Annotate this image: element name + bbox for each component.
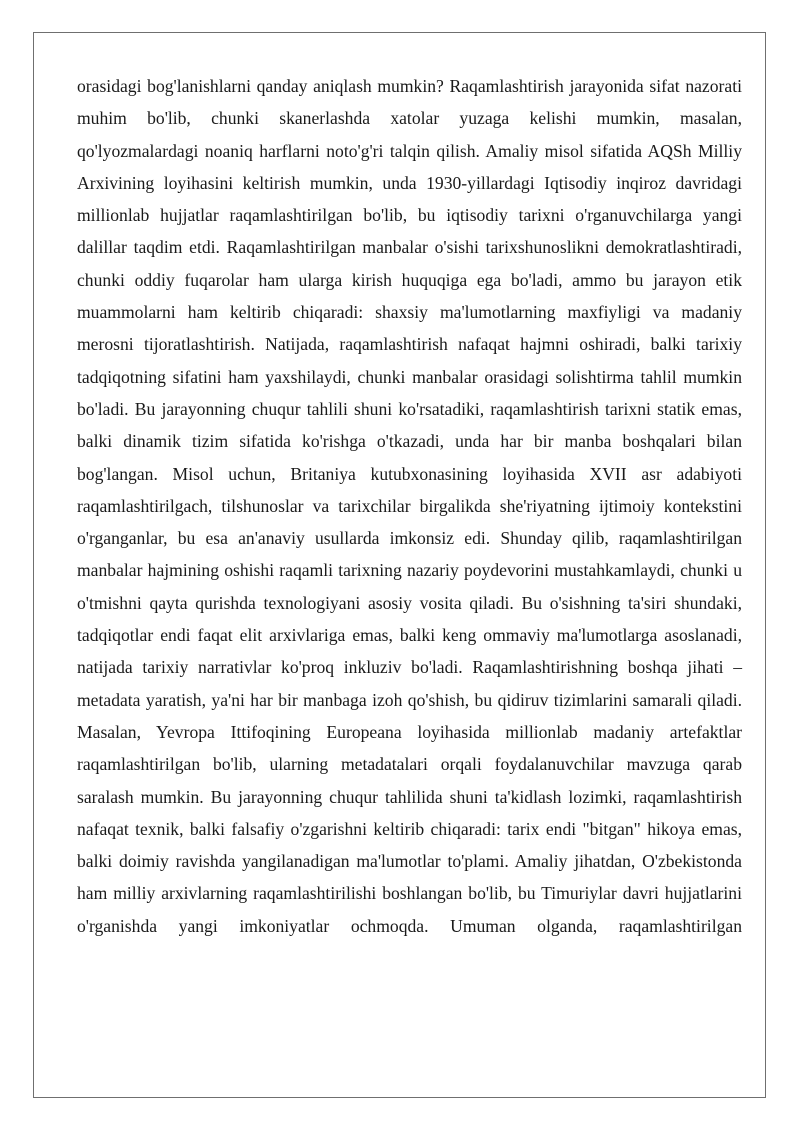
body-paragraph: orasidagi bog'lanishlarni qanday aniqlash mumkin? Raqamlashtirish jarayonida sifat nazorati muhim bo'lib, chunki skanerlashda xatolar yuzaga kelishi mumkin, masalan, qo'lyozmalardagi noaniq harflarni noto'g'ri talqin qilish. Amaliy misol sifatida AQSh Milliy Arxivining loyihasini keltirish mumkin, unda 1930-yillardagi Iqtisodiy inqiroz davridagi millionlab hujjatlar raqamlashtirilgan bo'lib, bu iqtisodiy tarixni o'rganuvchilarga yangi dalillar taqdim etdi. Raqamlashtirilgan manbalar o'sishi tarixshunoslikni demokratlashtiradi, chunki oddiy fuqarolar ham ularga kirish huquqiga ega bo'ladi, ammo bu jarayon etik muammolarni ham keltirib chiqaradi: shaxsiy ma'lumotlarning maxfiyligi va madaniy merosni tijoratlashtirish. Natijada, raqamlashtirish nafaqat hajmni oshiradi, balki tarixiy tadqiqotning sifatini ham yaxshilaydi, chunki manbalar orasidagi solishtirma tahlil mumkin bo'ladi. Bu jarayonning chuqur tahlili shuni ko'rsatadiki, raqamlashtirish tarixni statik emas, balki dinamik tizim sifatida ko'rishga o'tkazadi, unda har bir manba boshqalari bilan bog'langan. Misol uchun, Britaniya kutubxonasining loyihasida XVII asr adabiyoti raqamlashtirilgach, tilshunoslar va tarixchilar birgalikda she'riyatning ijtimoiy kontekstini o'rganganlar, bu esa an'anaviy usullarda imkonsiz edi. Shunday qilib, raqamlashtirilgan manbalar hajmining oshishi raqamli tarixning nazariy poydevorini mustahkamlaydi, chunki u o'tmishni qayta qurishda texnologiyani asosiy vosita qiladi. Bu o'sishning ta'siri shundaki, tadqiqotlar endi faqat elit arxivlariga emas, balki keng ommaviy ma'lumotlarga asoslanadi, natijada tarixiy narrativlar ko'proq inkluziv bo'ladi. Raqamlashtirishning boshqa jihati – metadata yaratish, ya'ni har bir manbaga izoh qo'shish, bu qidiruv tizimlarini samarali qiladi. Masalan, Yevropa Ittifoqining Europeana loyihasida millionlab madaniy artefaktlar raqamlashtirilgan bo'lib, ularning metadatalari orqali foydalanuvchilar mavzuga qarab saralash mumkin. Bu jarayonning chuqur tahlilida shuni ta'kidlash lozimki, raqamlashtirish nafaqat texnik, balki falsafiy o'zgarishni keltirib chiqaradi: tarix endi "bitgan" hikoya emas, balki doimiy ravishda yangilanadigan ma'lumotlar to'plami. Amaliy jihatdan, O'zbekistonda ham milliy arxivlarning raqamlashtirilishi boshlangan bo'lib, bu Timuriylar davri hujjatlarini o'rganishda yangi imkoniyatlar ochmoqda. Umuman olganda, raqamlashtirilgan: [77, 76, 742, 936]
